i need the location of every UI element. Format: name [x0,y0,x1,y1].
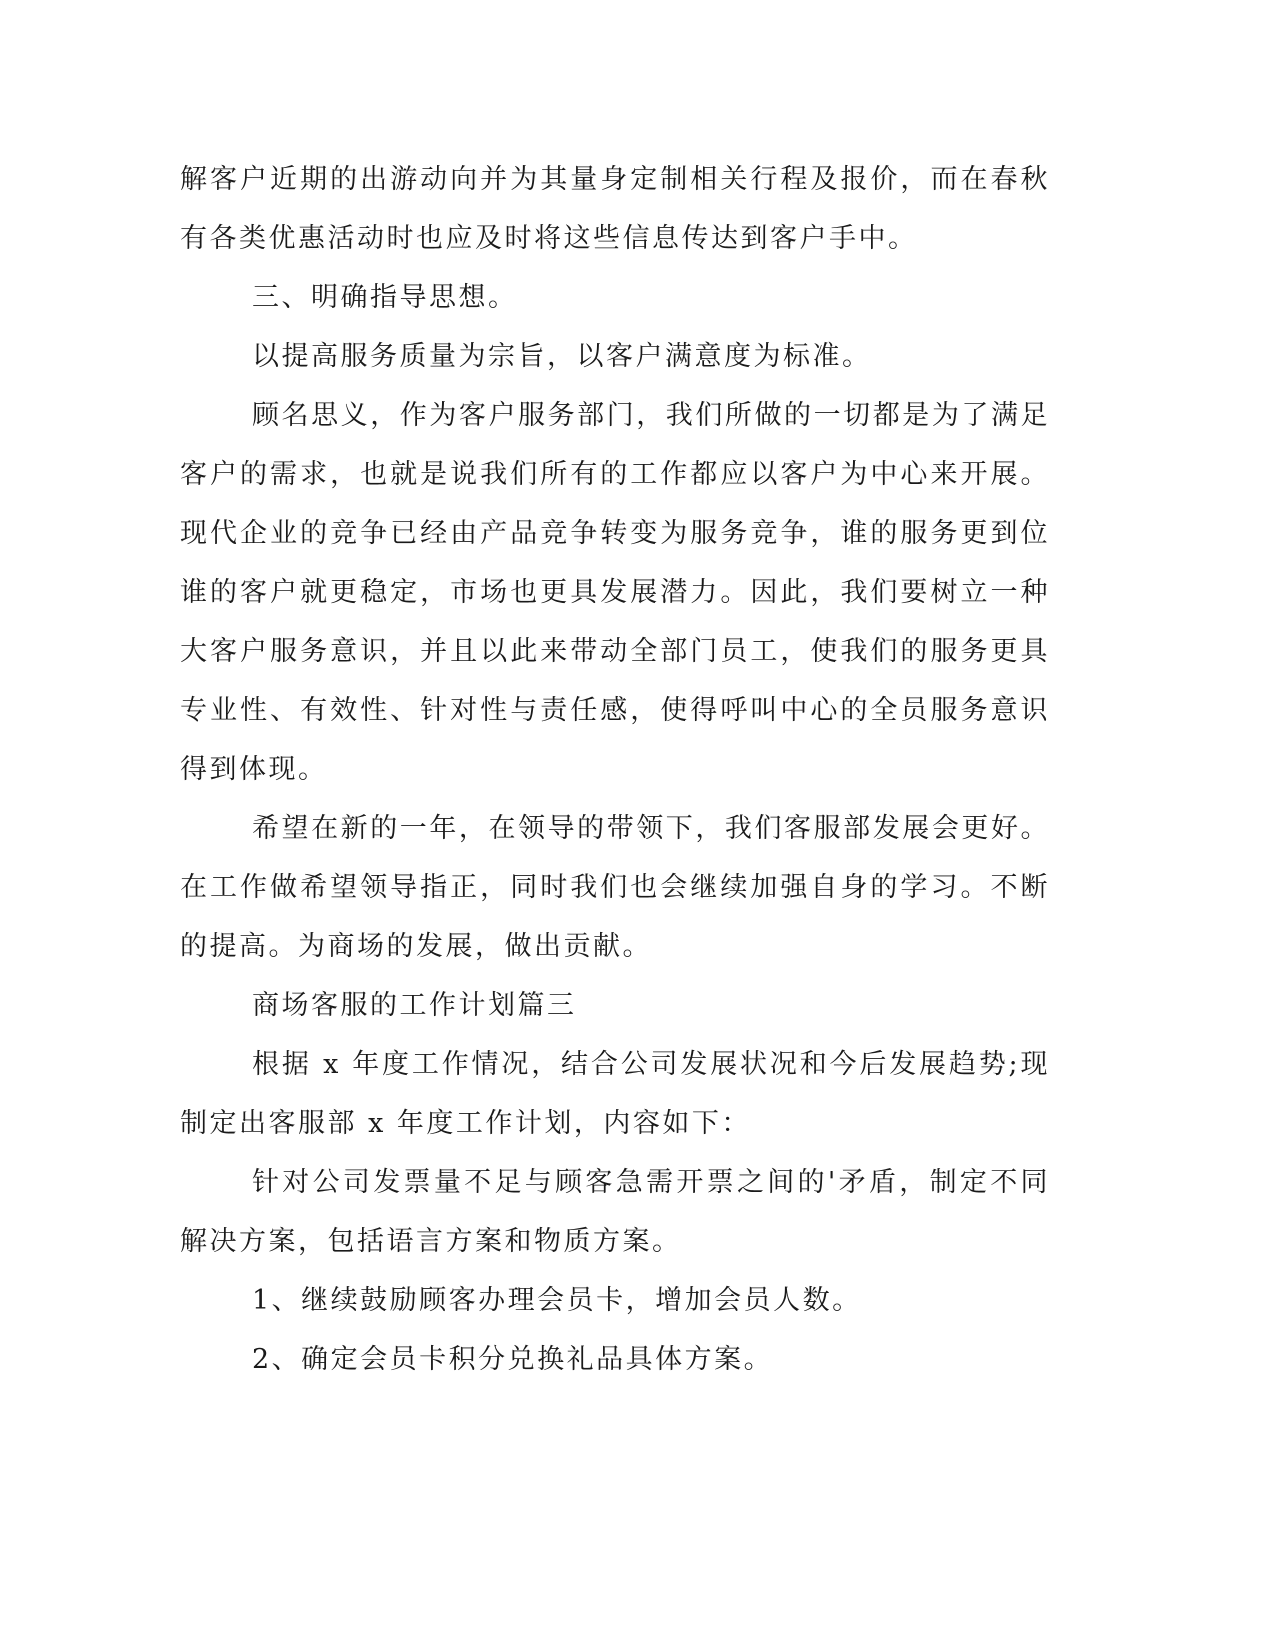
list-item: 2、确定会员卡积分兑换礼品具体方案。 [252,1344,774,1375]
document-body [180,150,1050,1389]
paragraph: 希望在新的一年，在领导的带领下，我们客服部发展会更好。在工作做希望领导指正，同时我们也会继续加强自身的学习。不断的提高。为商场的发展，做出贡献。 [180,813,1050,962]
paragraph: 解客户近期的出游动向并为其量身定制相关行程及报价，而在春秋有各类优惠活动时也应及时将这些信息传达到客户手中。 [180,164,1050,254]
paragraph: 根据 x 年度工作情况，结合公司发展状况和今后发展趋势;现制定出客服部 x 年度工作计划，内容如下： [180,1049,1050,1139]
paragraph: 顾名思义，作为客户服务部门，我们所做的一切都是为了满足客户的需求，也就是说我们所有的工作都应以客户为中心来开展。现代企业的竞争已经由产品竞争转变为服务竞争，谁的服务更到位谁的客户就更稳定，市场也更具发展潜力。因此，我们要树立一种大客户服务意识，并且以此来带动全部门员工，使我们的服务更具专业性、有效性、针对性与责任感，使得呼叫中心的全员服务意识得到体现。 [180,400,1050,785]
section-title: 商场客服的工作计划篇三 [252,990,577,1021]
section-heading: 三、明确指导思想。 [252,282,518,313]
list-item: 1、继续鼓励顾客办理会员卡，增加会员人数。 [252,1285,862,1316]
paragraph: 针对公司发票量不足与顾客急需开票之间的'矛盾，制定不同解决方案，包括语言方案和物质方案。 [180,1167,1050,1257]
paragraph: 以提高服务质量为宗旨，以客户满意度为标准。 [252,341,872,372]
